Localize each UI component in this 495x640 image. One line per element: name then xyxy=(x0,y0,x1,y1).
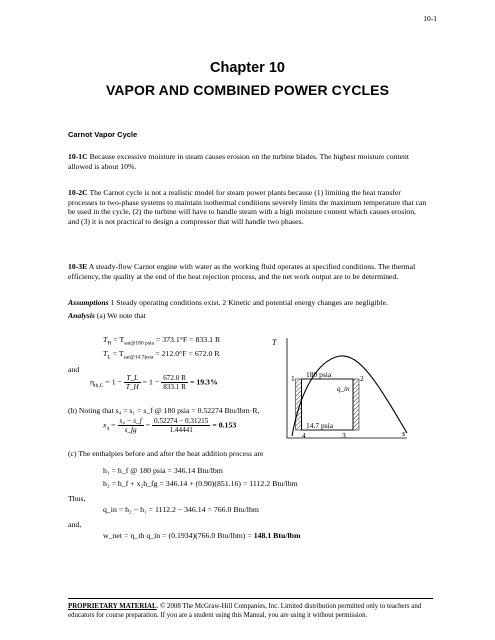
answer-text: Because excessive moisture in steam causes erosion on the turbine blades. The highest moisture content allowed is about 10%. xyxy=(68,152,410,171)
efficiency-result: = 19.3% xyxy=(189,377,218,387)
footer-label: PROPRIETARY MATERIAL xyxy=(68,603,157,610)
equation-h2: h₂ = h_f + x₂h_fg = 346.14 + (0.90)(851.16) = 1112.2 Btu/lbm xyxy=(103,479,298,488)
question-10-2c xyxy=(68,188,428,226)
part-c-text: (c) The enthalpies before and after the heat addition process are xyxy=(68,449,264,458)
analysis-intro xyxy=(68,311,428,321)
equation-quality: $x_4$ = $\frac{\text{s₄ − s\_f}}{s\_fg}$ = $\frac{0.52274 - 0.31215}{1.44441}$ = 0.153 xyxy=(103,417,237,434)
section-heading: Carnot Vapor Cycle xyxy=(68,130,138,139)
equation-h1: h₁ = h_f @ 180 psia = 346.14 Btu/lbm xyxy=(103,466,223,475)
thus-label: Thus, xyxy=(68,494,86,503)
analysis-label: Analysis xyxy=(68,311,95,320)
equation-wnet: w_net = η_th q_in = (0.1934)(766.0 Btu/lbm) = 148.1 Btu/lbm xyxy=(103,531,301,540)
state-4-label: 4 xyxy=(302,431,306,440)
footer xyxy=(68,598,433,620)
ts-diagram xyxy=(262,332,422,444)
low-pressure-label: 14.7 psia xyxy=(306,421,334,430)
problem-text: A steady-flow Carnot engine with water as the working fluid operates at specified conditions. The thermal efficiency, the quality at the end of the heat rejection process, and the net work output are to be determined. xyxy=(68,262,416,281)
t-axis-label: T xyxy=(272,338,277,347)
chapter-title: Chapter 10 xyxy=(210,60,285,76)
assumptions xyxy=(68,298,428,308)
chapter-subtitle: VAPOR AND COMBINED POWER CYCLES xyxy=(105,82,390,98)
page-number: 10-1 xyxy=(423,14,437,23)
equation-tl: $T_L = T_{sat@14.7psia} = 212.0^\circ F = 672.0$ R xyxy=(103,349,220,361)
s-axis-label: s xyxy=(402,429,406,438)
part-a-text: (a) We note that xyxy=(96,311,146,320)
state-1-label: 1 xyxy=(291,374,295,383)
state-2-label: 2 xyxy=(360,374,364,383)
equation-qin: q_in = h₂ − h₁ = 1112.2 − 346.14 = 766.0 Btu/lbm xyxy=(103,505,259,514)
wnet-result: 148.1 Btu/lbm xyxy=(253,531,301,540)
footer-text: . © 2008 The McGraw-Hill Companies, Inc. Limited distribution permitted only to teachers and educators for course preparation. If you are a student using this Manual, you are using it without permission. xyxy=(68,603,422,619)
quality-result: = 0.153 xyxy=(212,420,237,430)
assumptions-text: 1 Steady operating conditions exist. 2 Kinetic and potential energy changes are negligible. xyxy=(110,298,388,307)
heat-rejection-hatch xyxy=(296,379,302,430)
question-number: 10-3E xyxy=(68,262,88,271)
question-10-1c xyxy=(68,152,428,171)
equation-th: $T_H = T_{sat@180 psia} = 373.1^\circ F = 833.1$ R xyxy=(103,335,221,347)
question-number: 10-2C xyxy=(68,188,88,197)
question-number: 10-1C xyxy=(68,152,88,161)
question-10-3e xyxy=(68,262,428,281)
equation-efficiency: $\eta_{th,C} = 1$ − $\frac{T\_L}{T\_H}$ = 1 − $\frac{672.0 R}{833.1 R}$ = 19.3% xyxy=(90,374,218,391)
part-b-text: (b) Noting that s₄ = s₁ = s_f @ 180 psia = 0.52274 Btu/lbm·R, xyxy=(68,406,260,415)
assumptions-label: Assumptions xyxy=(68,298,109,307)
and-label: and xyxy=(68,365,80,374)
and-label-2: and, xyxy=(68,520,82,529)
answer-text: The Carnot cycle is not a realistic model for steam power plants because (1) limiting the heat transfer processes to two-phase systems to maintain isothermal conditions severely limits the maximum temperature that can be used in the cycle, (2) the turbine will have to handle steam with a high moisture content which causes erosion, and (3) it is not practical to design a compressor that will handle two phases. xyxy=(68,188,427,226)
state-3-label: 3 xyxy=(342,431,346,440)
high-pressure-label: 180 psia xyxy=(306,370,332,379)
heat-addition-hatch xyxy=(353,379,359,430)
q-in-label: q_in xyxy=(337,385,350,393)
